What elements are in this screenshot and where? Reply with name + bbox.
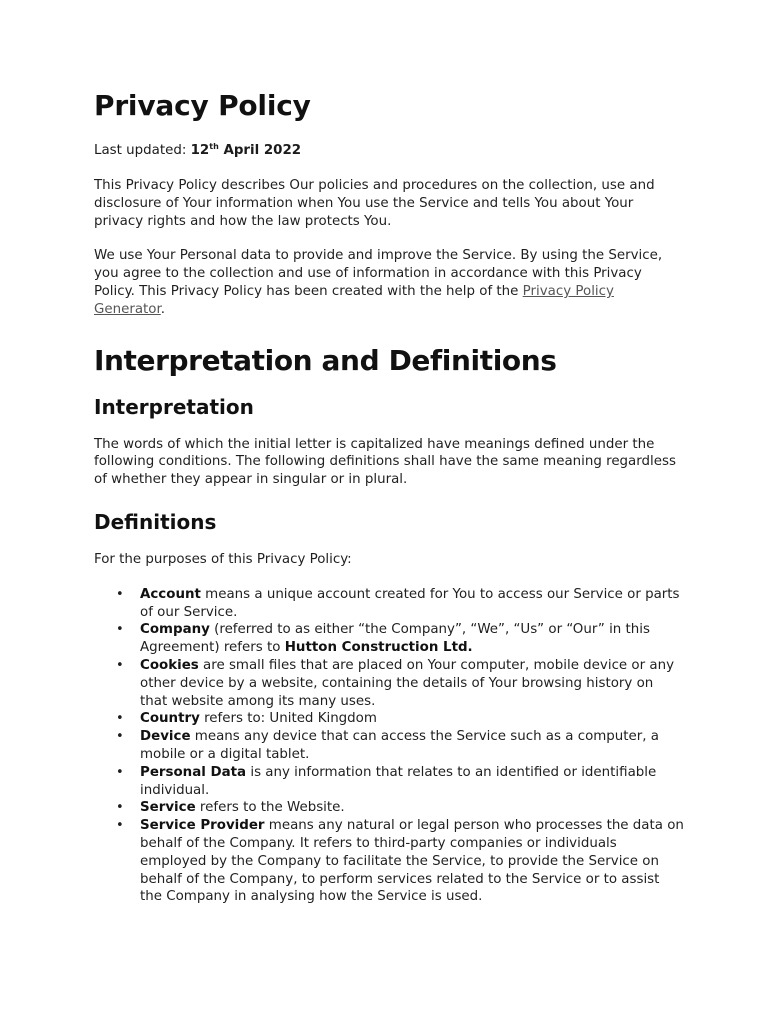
definition-item [94, 657, 684, 710]
last-updated-day-suffix: th [209, 142, 219, 151]
definition-item [94, 728, 684, 764]
definition-text: (referred to as either “the Company”, “We”, “Us” or “Our” in this Agreement) refers to [140, 622, 650, 656]
definitions-intro: For the purposes of this Privacy Policy: [94, 551, 352, 567]
intro-paragraph-2-end: . [160, 301, 166, 317]
last-updated-label: Last updated: [94, 143, 187, 158]
definition-term: Country [140, 711, 200, 727]
definition-term: Account [140, 586, 201, 602]
definition-term: Device [140, 729, 191, 745]
interpretation-heading: Interpretation [94, 394, 254, 419]
last-updated-day: 12 [190, 143, 210, 158]
definitions-heading: Definitions [94, 509, 217, 534]
intro-paragraph-1: This Privacy Policy describes Our policies and procedures on the collection, use and disclosure of Your information when You use the Service and tells You about Your privacy rights and how the law protects You. [94, 178, 655, 229]
definition-item [94, 764, 684, 800]
intro-paragraph-2-text: We use Your Personal data to provide and improve the Service. By using the Service, you agree to the collection and use of information in accordance with this Privacy Policy. This Privacy Policy has been created with the help of the [94, 248, 663, 299]
intro-paragraph-2 [94, 247, 684, 318]
definition-item [94, 799, 684, 817]
definition-text: means a unique account created for You to access our Service or parts of our Service. [140, 586, 680, 620]
bullet-icon: • [116, 586, 124, 602]
definition-text: means any device that can access the Service such as a computer, a mobile or a digital tablet. [140, 729, 660, 762]
definition-term: Service Provider [140, 818, 265, 834]
bullet-icon: • [116, 818, 124, 834]
last-updated [94, 138, 684, 160]
definition-text: is any information that relates to an identified or identifiable individual. [140, 764, 657, 798]
definition-term: Service [140, 800, 196, 816]
document-page [94, 86, 684, 906]
bullet-icon: • [116, 800, 124, 816]
definition-text: refers to the Website. [195, 800, 345, 816]
interpretation-paragraph: The words of which the initial letter is capitalized have meanings defined under the following conditions. The following definitions shall have the same meaning regardless of whether they appear in singular or in plural. [94, 436, 676, 488]
definition-item [94, 621, 684, 657]
last-updated-month-year: April 2022 [223, 143, 302, 158]
definition-term: Company [140, 622, 210, 638]
definition-text: refers to: United Kingdom [199, 711, 377, 727]
bullet-icon: • [116, 622, 124, 638]
definitions-list [94, 586, 684, 906]
definition-term: Personal Data [140, 764, 247, 780]
definition-item [94, 817, 684, 906]
bullet-icon: • [116, 764, 124, 780]
definition-term: Cookies [140, 657, 199, 673]
page-title: Privacy Policy [94, 89, 311, 122]
section-title: Interpretation and Definitions [94, 343, 557, 377]
company-name: Hutton Construction Ltd. [284, 640, 473, 656]
privacy-policy-generator-link[interactable]: Privacy Policy Generator [94, 283, 614, 317]
last-updated-date [191, 143, 302, 158]
bullet-icon: • [116, 711, 124, 727]
definition-text: are small files that are placed on Your computer, mobile device or any other device by a website, containing the details of Your browsing history on that website among its many uses. [140, 657, 674, 709]
definition-text: means any natural or legal person who processes the data on behalf of the Company. It refers to third-party companies or individuals employed by the Company to facilitate the Service, to provide the Service on behalf of the Company, to perform services related to the Service or to assist the Company in analysing how the Service is used. [140, 818, 684, 905]
definition-item [94, 586, 684, 622]
bullet-icon: • [116, 729, 124, 745]
bullet-icon: • [116, 657, 124, 673]
definition-item [94, 710, 684, 728]
